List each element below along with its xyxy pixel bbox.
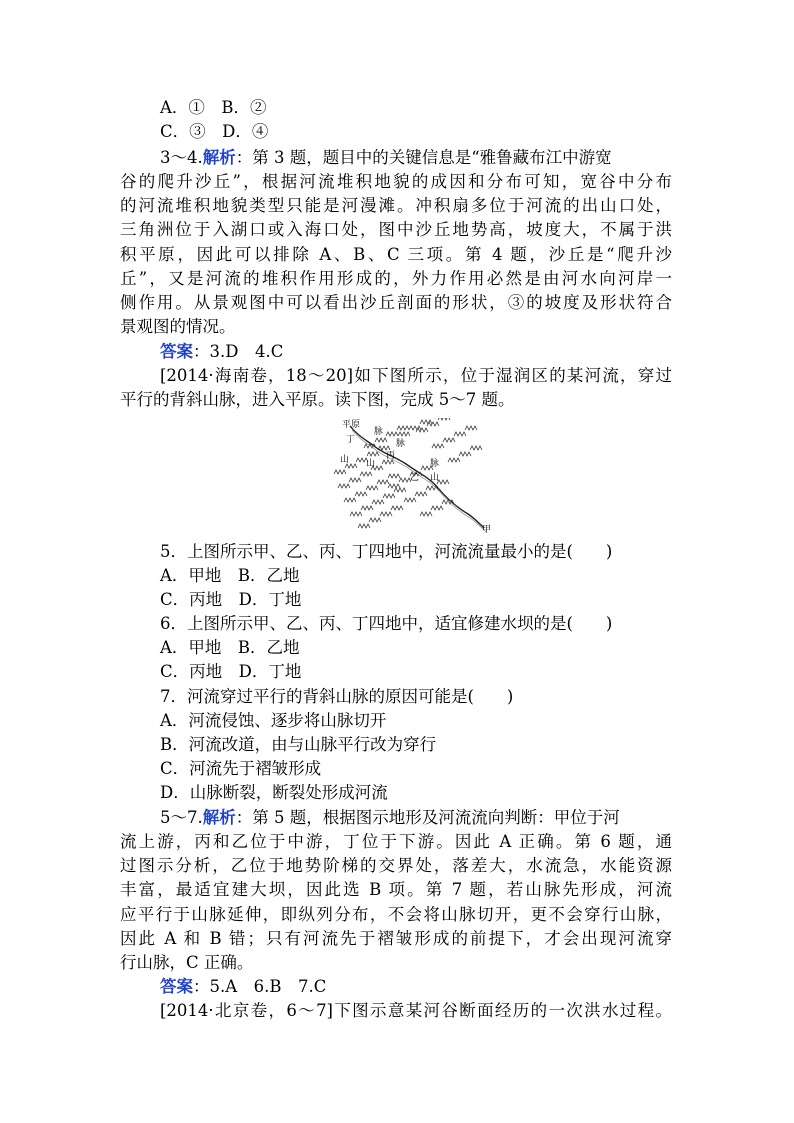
ridge-hatch <box>391 506 403 510</box>
option-line: C．③ D．④ <box>160 122 269 141</box>
analysis-line: 侧作用。从景观图中可以看出沙丘剖面的形状，③的坡度及形状符合 <box>120 293 672 312</box>
river-map-figure <box>328 418 504 538</box>
ridge-hatch <box>358 524 370 528</box>
answer-text: ：3.D 4.C <box>193 342 284 361</box>
analysis-line: 三角洲位于入湖口或入海口处，图中沙丘地势高，坡度大，不属于洪 <box>120 220 672 239</box>
option-line: C．丙地 D．丁地 <box>160 590 302 609</box>
question-intro-line: [2014·北京卷，6～7]下图示意某河谷断面经历的一次洪水过程。 <box>160 1001 672 1020</box>
ridge-hatch <box>420 512 432 516</box>
analysis-line: 应平行于山脉延伸，即纵列分布，不会将山脉切开，更不会穿行山脉， <box>120 905 672 924</box>
yi-label: 乙 <box>410 473 420 483</box>
ridge-hatch <box>409 426 421 430</box>
ridge-hatch <box>443 438 455 442</box>
ridge-hatch <box>404 498 416 502</box>
analysis-line: 积平原，因此可以排除 A、B、C 三项。第 4 题，沙丘是“爬升沙 <box>120 245 672 264</box>
range-label: 脉 <box>430 459 440 469</box>
ridge-hatch <box>398 432 410 436</box>
range-label: 脉 <box>374 427 384 437</box>
option-line: A．① B．② <box>160 98 267 117</box>
ridge-hatch <box>470 446 482 450</box>
ridge-hatch <box>388 484 400 488</box>
answer-line <box>160 340 283 364</box>
analysis-prefix: 3～4. <box>160 148 203 167</box>
analysis-text: ：第 3 题，题目中的关键信息是“雅鲁藏布江中游宽 <box>235 148 612 167</box>
ridge-hatch <box>397 426 409 430</box>
river-map-svg <box>328 418 504 538</box>
option-line: C．丙地 D．丁地 <box>160 662 302 681</box>
range-label: 脉 <box>396 439 406 449</box>
ridge-hatch <box>454 432 466 436</box>
ridge-hatch <box>415 492 427 496</box>
ridge-hatch <box>344 498 356 502</box>
ridge-hatch <box>386 432 398 436</box>
mountain-label: 山 <box>340 455 350 465</box>
question-line: 6．上图所示甲、乙、丙、丁四地中，适宜修建水坝的是( ) <box>160 614 613 633</box>
ridge-hatch <box>372 500 384 504</box>
analysis-label: 解析 <box>202 148 236 167</box>
question-intro-line: 平行的背斜山脉，进入平原。读下图，完成 5～7 题。 <box>120 390 515 409</box>
analysis-line: 过图示分析，乙位于地势阶梯的交界处，落差大，水流急，水能资源 <box>120 856 672 875</box>
option-line: A．甲地 B．乙地 <box>160 566 300 585</box>
ridge-hatch <box>420 420 432 424</box>
analysis-line: 流上游，丙和乙位于中游，丁位于下游。因此 A 正确。第 6 题，通 <box>120 832 672 851</box>
mountain-label: 山 <box>366 459 376 469</box>
ridge-hatch <box>448 458 460 462</box>
option-line: A．甲地 B．乙地 <box>160 638 300 657</box>
option-line: A．河流侵蚀、逐步将山脉切开 <box>160 711 387 730</box>
ridge-hatch <box>377 480 389 484</box>
option-line: C．河流先于褶皱形成 <box>160 759 322 778</box>
ridge-hatch <box>416 428 428 432</box>
ridge-hatch <box>355 492 367 496</box>
answer-line <box>160 975 326 999</box>
question-line: 5．上图所示甲、乙、丙、丁四地中，河流流量最小的是( ) <box>160 542 613 561</box>
answer-text: ：5.A 6.B 7.C <box>193 977 327 996</box>
ridge-hatch <box>438 418 450 420</box>
answer-label: 答案 <box>160 342 193 361</box>
analysis-line: 谷的爬升沙丘”，根据河流堆积地貌的成因和分布可知，宽谷中分布 <box>120 172 672 191</box>
question-line: 7．河流穿过平行的背斜山脉的原因可能是( ) <box>160 687 514 706</box>
analysis-line: 因此 A 和 B 错；只有河流先于褶皱形成的前提下，才会出现河流穿 <box>120 929 672 948</box>
answer-label: 答案 <box>160 977 193 996</box>
analysis-line <box>160 146 612 170</box>
ridge-hatch <box>380 512 392 516</box>
ridge-hatch <box>431 506 443 510</box>
analysis-line: 行山脉，C 正确。 <box>120 953 254 972</box>
mountain-label: 山 <box>430 473 440 483</box>
option-line: B．河流改道，由与山脉平行改为穿行 <box>160 735 437 754</box>
analysis-line: 的河流堆积地貌类型只能是河漫滩。冲积扇多位于河流的出山口处， <box>120 196 672 215</box>
ridge-hatch <box>394 488 406 492</box>
ridge-hatch <box>427 422 439 426</box>
jia-label: 甲 <box>482 525 492 535</box>
ridge-hatch <box>349 478 361 482</box>
analysis-line: 丘”，又是河流的堆积作用形成的，外力作用必然是由河水向河岸一 <box>120 269 672 288</box>
ridge-hatch <box>432 444 444 448</box>
ridge-hatch <box>459 452 471 456</box>
ridge-hatch <box>338 484 350 488</box>
ridge-hatch <box>383 494 395 498</box>
ridge-hatch <box>334 470 346 474</box>
question-intro-line: [2014·海南卷，18～20]如下图所示，位于湿润区的某河流，穿过 <box>160 366 672 385</box>
plain-label: 平原 <box>342 420 361 430</box>
ridge-hatch <box>350 512 362 516</box>
analysis-line: 丰富，最适宜建大坝，因此选 B 项。第 7 题，若山脉先形成，河流 <box>120 880 672 899</box>
ridge-hatch <box>361 506 373 510</box>
ridge-hatch <box>367 452 379 456</box>
ridge-hatch <box>388 474 400 478</box>
analysis-line <box>160 806 620 830</box>
ridge-hatch <box>360 472 372 476</box>
ridge-hatch <box>375 438 387 442</box>
analysis-text: ：第 5 题，根据图示地形及河流流向判断：甲位于河 <box>235 808 620 827</box>
ridge-hatch <box>366 486 378 490</box>
analysis-prefix: 5～7. <box>160 808 203 827</box>
analysis-line: 景观图的情况。 <box>120 317 236 336</box>
ridge-hatch <box>465 426 477 430</box>
ridge-hatch <box>369 518 381 522</box>
bing-label: 丙 <box>386 451 396 461</box>
option-line: D．山脉断裂，断裂处形成河流 <box>160 783 388 802</box>
analysis-label: 解析 <box>202 808 236 827</box>
ding-label: 丁 <box>346 435 356 445</box>
